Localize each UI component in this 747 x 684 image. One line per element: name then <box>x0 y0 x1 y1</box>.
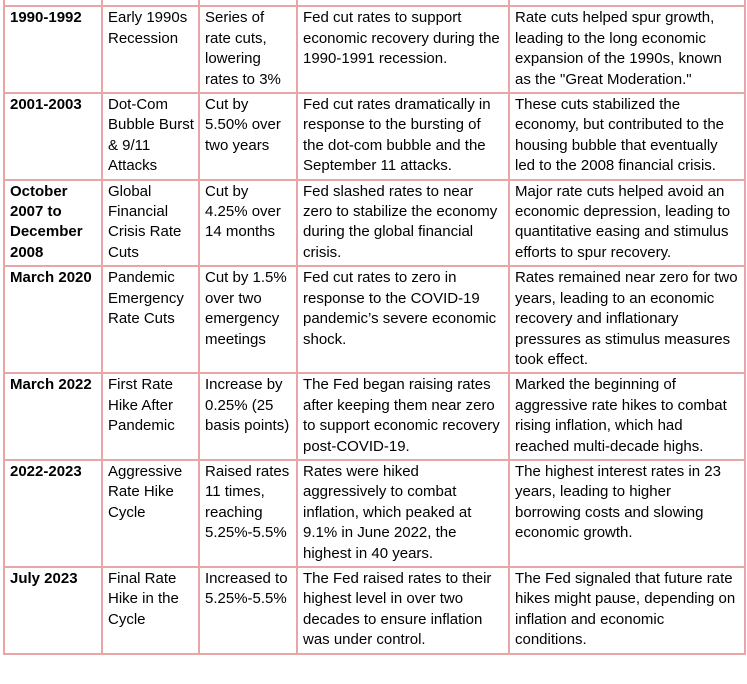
period-cell: 2022-2023 <box>4 460 102 567</box>
action-cell: Cut by 4.25% over 14 months <box>199 180 297 267</box>
description-cell: Fed cut rates to support economic recovery during the 1990-1991 recession. <box>297 6 509 93</box>
period-cell: March 2022 <box>4 373 102 460</box>
table-row <box>4 6 745 93</box>
description-cell: Fed cut rates dramatically in response to the bursting of the dot-com bubble and the September 11 attacks. <box>297 93 509 180</box>
table-row <box>4 180 745 267</box>
action-cell: Increase by 0.25% (25 basis points) <box>199 373 297 460</box>
impact-cell: Rates remained near zero for two years, leading to an economic recovery and inflationary pressures as stimulus measures took effect. <box>509 266 745 373</box>
period-cell: 2001-2003 <box>4 93 102 180</box>
event-cell: Pandemic Emergency Rate Cuts <box>102 266 199 373</box>
action-cell: Increased to 5.25%-5.5% <box>199 567 297 654</box>
event-cell: Aggressive Rate Hike Cycle <box>102 460 199 567</box>
period-cell: 1990-1992 <box>4 6 102 93</box>
impact-cell: The Fed signaled that future rate hikes might pause, depending on inflation and economic conditions. <box>509 567 745 654</box>
event-cell: Dot-Com Bubble Burst & 9/11 Attacks <box>102 93 199 180</box>
table-row <box>4 460 745 567</box>
impact-cell: Rate cuts helped spur growth, leading to the long economic expansion of the 1990s, known as the "Great Moderation." <box>509 6 745 93</box>
description-cell: Rates were hiked aggressively to combat inflation, which peaked at 9.1% in June 2022, the highest in 40 years. <box>297 460 509 567</box>
period-cell: July 2023 <box>4 567 102 654</box>
action-cell: Raised rates 11 times, reaching 5.25%-5.5% <box>199 460 297 567</box>
period-cell: March 2020 <box>4 266 102 373</box>
description-cell: Fed cut rates to zero in response to the COVID-19 pandemic’s severe economic shock. <box>297 266 509 373</box>
table-row <box>4 266 745 373</box>
impact-cell: These cuts stabilized the economy, but contributed to the housing bubble that eventually led to the 2008 financial crisis. <box>509 93 745 180</box>
table-row <box>4 93 745 180</box>
event-cell: Early 1990s Recession <box>102 6 199 93</box>
description-cell: The Fed began raising rates after keeping them near zero to support economic recovery post-COVID-19. <box>297 373 509 460</box>
action-cell: Series of rate cuts, lowering rates to 3% <box>199 6 297 93</box>
impact-cell: The highest interest rates in 23 years, leading to higher borrowing costs and slowing economic growth. <box>509 460 745 567</box>
period-cell: October 2007 to December 2008 <box>4 180 102 267</box>
impact-cell: Marked the beginning of aggressive rate hikes to combat rising inflation, which had reached multi-decade highs. <box>509 373 745 460</box>
table-body <box>4 0 745 654</box>
table-row <box>4 373 745 460</box>
event-cell: Final Rate Hike in the Cycle <box>102 567 199 654</box>
rate-history-table <box>3 0 746 655</box>
table-row <box>4 567 745 654</box>
event-cell: First Rate Hike After Pandemic <box>102 373 199 460</box>
action-cell: Cut by 5.50% over two years <box>199 93 297 180</box>
event-cell: Global Financial Crisis Rate Cuts <box>102 180 199 267</box>
description-cell: Fed slashed rates to near zero to stabilize the economy during the global financial crisis. <box>297 180 509 267</box>
description-cell: The Fed raised rates to their highest level in over two decades to ensure inflation was under control. <box>297 567 509 654</box>
impact-cell: Major rate cuts helped avoid an economic depression, leading to quantitative easing and stimulus efforts to spur recovery. <box>509 180 745 267</box>
action-cell: Cut by 1.5% over two emergency meetings <box>199 266 297 373</box>
